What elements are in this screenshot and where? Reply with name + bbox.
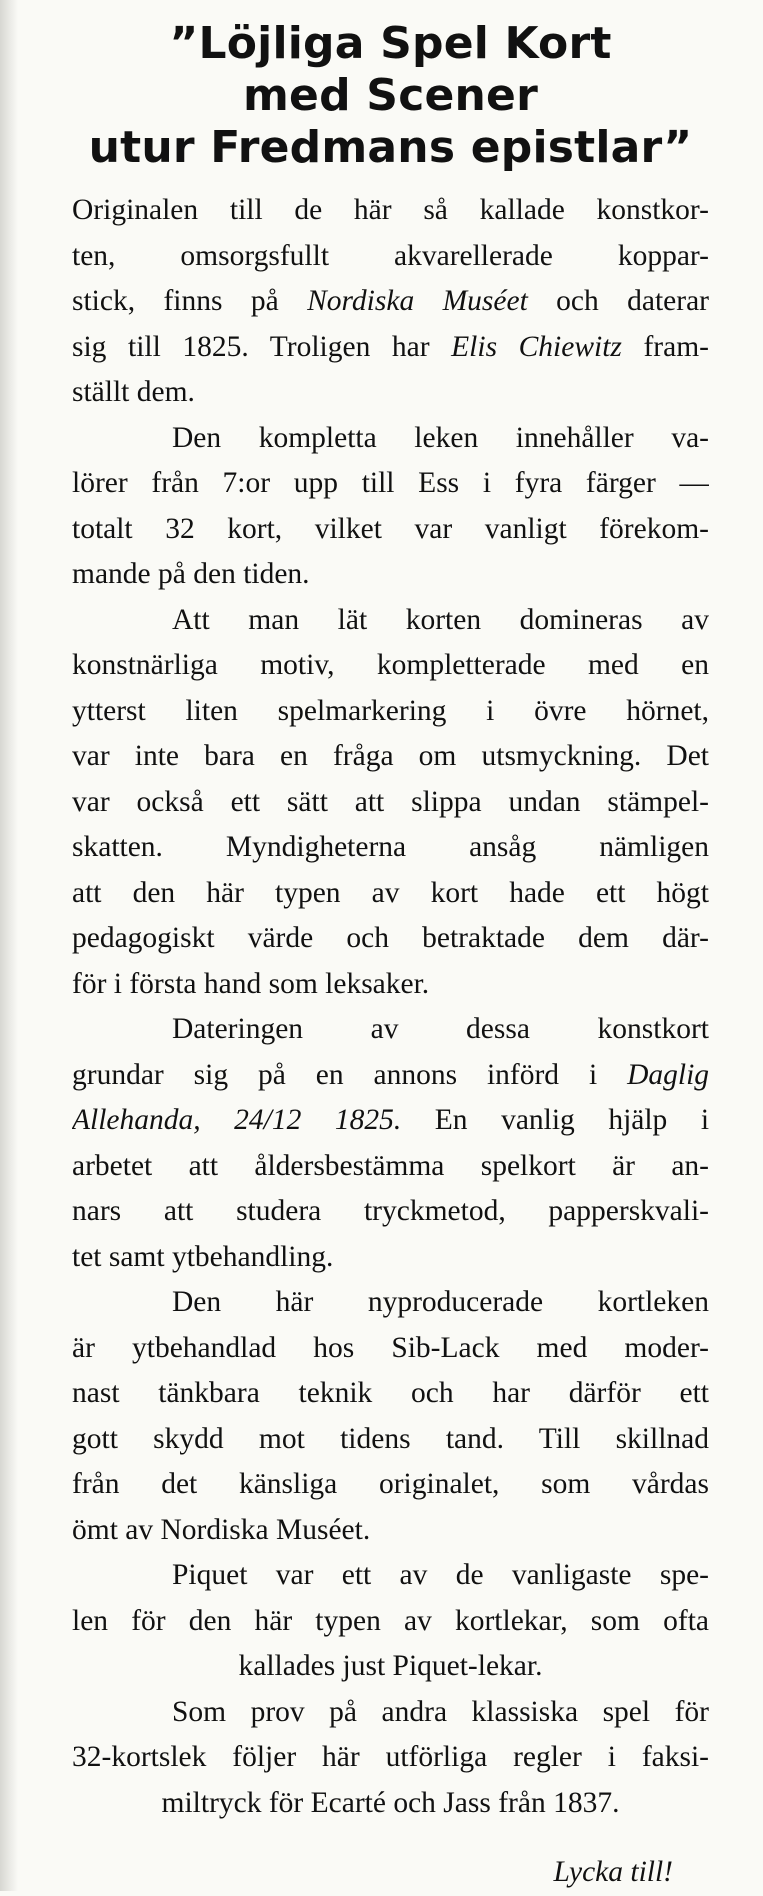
- text-line: från det känsliga originalet, som vårdas: [72, 1468, 709, 1500]
- italic-museum-name: Nordiska Muséet: [307, 285, 528, 317]
- text-line: arbetet att åldersbestämma spelkort är an-: [72, 1149, 709, 1182]
- paragraph: [72, 598, 709, 1008]
- page-title: [72, 18, 709, 174]
- text-line: lörer från 7:or upp till Ess i fyra färger —: [72, 467, 709, 499]
- text-line: ställt dem.: [72, 376, 195, 408]
- text-line: ömt av Nordiska Muséet.: [72, 1513, 371, 1546]
- text-line: [72, 1098, 709, 1144]
- text-run: sig till 1825. Troligen har: [72, 330, 430, 363]
- italic-newspaper-name: Daglig: [627, 1058, 709, 1091]
- text-line: Den kompletta leken innehåller va-: [172, 421, 709, 454]
- text-run: och daterar: [556, 285, 709, 317]
- text-run: stick, finns på: [72, 285, 279, 317]
- paragraph: [72, 1553, 709, 1690]
- text-line: skatten. Myndigheterna ansåg nämligen: [72, 831, 709, 863]
- text-line: var inte bara en fråga om utsmyckning. Det: [72, 740, 709, 772]
- text-line: 32-kortslek följer här utförliga regler i faksi-: [72, 1741, 709, 1773]
- text-line: len för den här typen av kortlekar, som ofta: [72, 1604, 709, 1637]
- signoff: Lycka till!: [553, 1856, 673, 1888]
- text-run: En vanlig hjälp i: [434, 1104, 709, 1136]
- text-line: Dateringen av dessa konstkort: [172, 1013, 709, 1045]
- paragraph: [72, 416, 709, 598]
- text-line: tet samt ytbehandling.: [72, 1240, 334, 1273]
- text-run: fram-: [643, 330, 709, 363]
- paragraph: [72, 1280, 709, 1553]
- text-line: var också ett sätt att slippa undan stämpel-: [72, 785, 709, 818]
- title-line: med Scener: [243, 70, 538, 121]
- text-line: mande på den tiden.: [72, 558, 310, 590]
- text-line: miltryck för Ecarté och Jass från 1837.: [161, 1786, 620, 1819]
- text-line: kallades just Piquet-lekar.: [238, 1650, 543, 1682]
- text-line: [72, 325, 709, 371]
- text-line: Att man lät korten domineras av: [172, 603, 709, 636]
- text-line: Originalen till de här så kallade konstkor-: [72, 194, 709, 226]
- text-line: nars att studera tryckmetod, papperskvali-: [72, 1195, 709, 1227]
- text-line: Piquet var ett av de vanligaste spe-: [172, 1559, 709, 1591]
- text-line: ytterst liten spelmarkering i övre hörnet,: [72, 694, 709, 727]
- title-line: utur Fredmans epistlar”: [88, 122, 693, 173]
- text-line: nast tänkbara teknik och har därför ett: [72, 1377, 709, 1409]
- text-line: pedagogiskt värde och betraktade dem där-: [72, 922, 709, 954]
- text-line: att den här typen av kort hade ett högt: [72, 876, 709, 909]
- paragraph: [72, 1690, 709, 1827]
- text-line: Den här nyproducerade kortleken: [172, 1286, 709, 1318]
- title-line: ”Löjliga Spel Kort: [169, 18, 612, 69]
- italic-newspaper-date: Allehanda, 24/12 1825.: [72, 1104, 402, 1136]
- article-body: [72, 188, 709, 1826]
- text-run: grundar sig på en annons införd i: [72, 1058, 598, 1091]
- paragraph: [72, 1007, 709, 1280]
- paragraph: [72, 188, 709, 416]
- text-line: konstnärliga motiv, kompletterade med en: [72, 649, 709, 681]
- document-page: [72, 18, 709, 1896]
- text-line: ten, omsorgsfullt akvarellerade koppar-: [72, 239, 709, 272]
- text-line: [72, 279, 709, 325]
- text-line: för i första hand som leksaker.: [72, 967, 430, 1000]
- scan-edge-shadow: [0, 0, 18, 1891]
- text-line: totalt 32 kort, vilket var vanligt förekom-: [72, 512, 709, 545]
- text-line: [72, 1053, 709, 1099]
- text-line: Som prov på andra klassiska spel för: [172, 1695, 709, 1728]
- text-line: gott skydd mot tidens tand. Till skillnad: [72, 1422, 709, 1455]
- italic-artist-name: Elis Chiewitz: [451, 330, 622, 363]
- text-line: är ytbehandlad hos Sib-Lack med moder-: [72, 1331, 709, 1364]
